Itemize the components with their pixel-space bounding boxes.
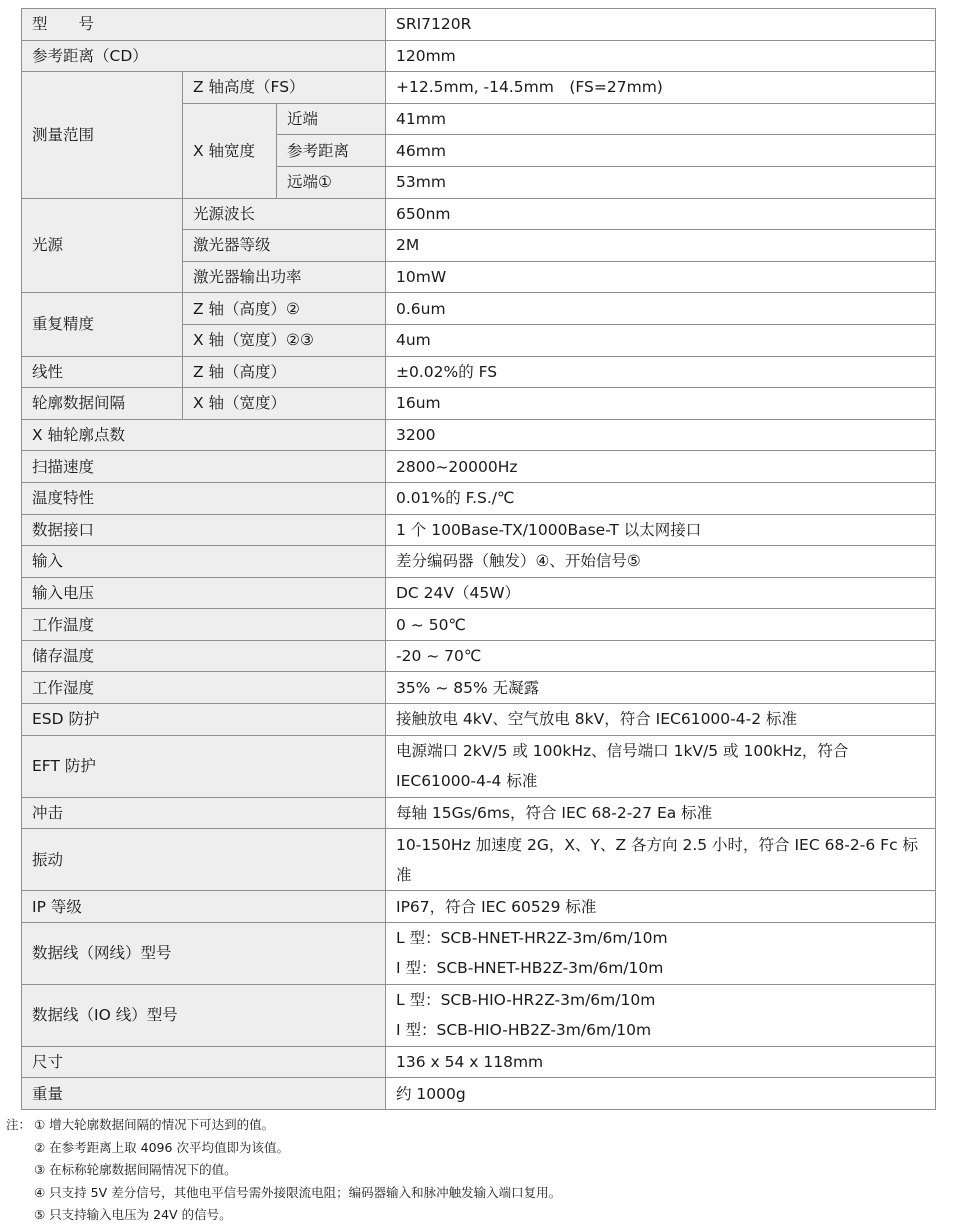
value-shock: 每轴 15Gs/6ms，符合 IEC 68-2-27 Ea 标准 [386, 797, 936, 829]
row-light-wl [22, 198, 936, 230]
label-voltage: 输入电压 [22, 577, 386, 609]
label-range-near: 近端 [277, 103, 386, 135]
value-light-wl: 650nm [386, 198, 936, 230]
label-temp-char: 温度特性 [22, 482, 386, 514]
value-linearity: ±0.02%的 FS [386, 356, 936, 388]
row-range-z [22, 72, 936, 104]
label-io-cable: 数据线（IO 线）型号 [22, 984, 386, 1046]
row-iface [22, 514, 936, 546]
value-range-ref: 46mm [386, 135, 936, 167]
row-points [22, 419, 936, 451]
label-scan: 扫描速度 [22, 451, 386, 483]
note-3 [6, 1159, 561, 1182]
row-size [22, 1046, 936, 1078]
row-model [22, 9, 936, 41]
value-repeat-z: 0.6um [386, 293, 936, 325]
row-net-cable [22, 922, 936, 984]
row-interval [22, 388, 936, 420]
note-5-text: ⑤ 只支持输入电压为 24V 的信号。 [34, 1207, 232, 1223]
value-voltage: DC 24V（45W） [386, 577, 936, 609]
label-esd: ESD 防护 [22, 704, 386, 736]
value-repeat-x: 4um [386, 324, 936, 356]
note-2-text: ② 在参考距离上取 4096 次平均值即为该值。 [34, 1139, 289, 1155]
label-op-temp: 工作温度 [22, 609, 386, 641]
label-repeat: 重复精度 [22, 293, 183, 356]
value-range-near: 41mm [386, 103, 936, 135]
label-light-power: 激光器输出功率 [183, 261, 386, 293]
value-light-class: 2M [386, 230, 936, 262]
value-scan: 2800~20000Hz [386, 451, 936, 483]
label-repeat-x: X 轴（宽度）②③ [183, 324, 386, 356]
value-eft: 电源端口 2kV/5 或 100kHz、信号端口 1kV/5 或 100kHz，符合 IEC61000-4-4 标准 [386, 735, 936, 797]
row-linearity [22, 356, 936, 388]
label-eft: EFT 防护 [22, 735, 386, 797]
value-vibration: 10-150Hz 加速度 2G，X、Y、Z 各方向 2.5 小时，符合 IEC 68-2-6 Fc 标准 [386, 829, 936, 891]
net-cable-i: I 型：SCB-HNET-HB2Z-3m/6m/10m [396, 959, 664, 978]
row-st-temp [22, 640, 936, 672]
label-vibration: 振动 [22, 829, 386, 891]
label-light-class: 激光器等级 [183, 230, 386, 262]
value-input: 差分编码器（触发）④、开始信号⑤ [386, 546, 936, 578]
value-ip: IP67，符合 IEC 60529 标准 [386, 891, 936, 923]
row-vibration [22, 829, 936, 891]
note-4-text: ④ 只支持 5V 差分信号，其他电平信号需外接限流电阻；编码器输入和脉冲触发输入端口复用。 [34, 1184, 562, 1200]
label-humidity: 工作湿度 [22, 672, 386, 704]
note-1 [6, 1114, 561, 1137]
label-model: 型 号 [22, 9, 386, 41]
value-range-far: 53mm [386, 166, 936, 198]
row-ip [22, 891, 936, 923]
label-size: 尺寸 [22, 1046, 386, 1078]
label-input: 输入 [22, 546, 386, 578]
value-model: SRI7120R [386, 9, 936, 41]
note-4 [6, 1182, 561, 1205]
row-weight [22, 1078, 936, 1110]
value-op-temp: 0 ~ 50℃ [386, 609, 936, 641]
row-scan [22, 451, 936, 483]
label-ip: IP 等级 [22, 891, 386, 923]
label-light-wl: 光源波长 [183, 198, 386, 230]
footnotes [6, 1114, 561, 1227]
label-light: 光源 [22, 198, 183, 293]
spec-table [21, 8, 936, 1110]
label-range-x: X 轴宽度 [183, 103, 277, 198]
label-linearity: 线性 [22, 356, 183, 388]
row-voltage [22, 577, 936, 609]
row-cd [22, 40, 936, 72]
label-range-z: Z 轴高度（FS） [183, 72, 386, 104]
label-linearity-sub: Z 轴（高度） [183, 356, 386, 388]
note-5 [6, 1204, 561, 1227]
net-cable-l: L 型：SCB-HNET-HR2Z-3m/6m/10m [396, 929, 668, 948]
row-temp-char [22, 482, 936, 514]
label-cd: 参考距离（CD） [22, 40, 386, 72]
value-io-cable [386, 984, 936, 1046]
value-weight: 约 1000g [386, 1078, 936, 1110]
value-iface: 1 个 100Base-TX/1000Base-T 以太网接口 [386, 514, 936, 546]
label-weight: 重量 [22, 1078, 386, 1110]
row-humidity [22, 672, 936, 704]
value-humidity: 35% ~ 85% 无凝露 [386, 672, 936, 704]
label-points: X 轴轮廓点数 [22, 419, 386, 451]
label-interval-sub: X 轴（宽度） [183, 388, 386, 420]
value-light-power: 10mW [386, 261, 936, 293]
note-1-text: ① 增大轮廓数据间隔的情况下可达到的值。 [34, 1117, 275, 1132]
label-st-temp: 储存温度 [22, 640, 386, 672]
label-repeat-z: Z 轴（高度）② [183, 293, 386, 325]
value-size: 136 x 54 x 118mm [386, 1046, 936, 1078]
value-points: 3200 [386, 419, 936, 451]
note-3-text: ③ 在标称轮廓数据间隔情况下的值。 [34, 1162, 237, 1178]
note-2 [6, 1137, 561, 1160]
row-input [22, 546, 936, 578]
notes-prefix: 注： [6, 1117, 32, 1132]
row-op-temp [22, 609, 936, 641]
io-cable-l: L 型：SCB-HIO-HR2Z-3m/6m/10m [396, 991, 656, 1010]
label-range-far: 远端① [277, 166, 386, 198]
row-shock [22, 797, 936, 829]
label-range-ref: 参考距离 [277, 135, 386, 167]
label-shock: 冲击 [22, 797, 386, 829]
value-temp-char: 0.01%的 F.S./℃ [386, 482, 936, 514]
value-esd: 接触放电 4kV、空气放电 8kV，符合 IEC61000-4-2 标准 [386, 704, 936, 736]
label-iface: 数据接口 [22, 514, 386, 546]
label-net-cable: 数据线（网线）型号 [22, 922, 386, 984]
value-net-cable [386, 922, 936, 984]
row-eft [22, 735, 936, 797]
value-cd: 120mm [386, 40, 936, 72]
io-cable-i: I 型：SCB-HIO-HB2Z-3m/6m/10m [396, 1021, 652, 1040]
value-range-z: +12.5mm, -14.5mm (FS=27mm) [386, 72, 936, 104]
label-interval: 轮廓数据间隔 [22, 388, 183, 420]
value-st-temp: -20 ~ 70℃ [386, 640, 936, 672]
row-esd [22, 704, 936, 736]
row-repeat-z [22, 293, 936, 325]
value-interval: 16um [386, 388, 936, 420]
row-io-cable [22, 984, 936, 1046]
label-range: 测量范围 [22, 72, 183, 198]
